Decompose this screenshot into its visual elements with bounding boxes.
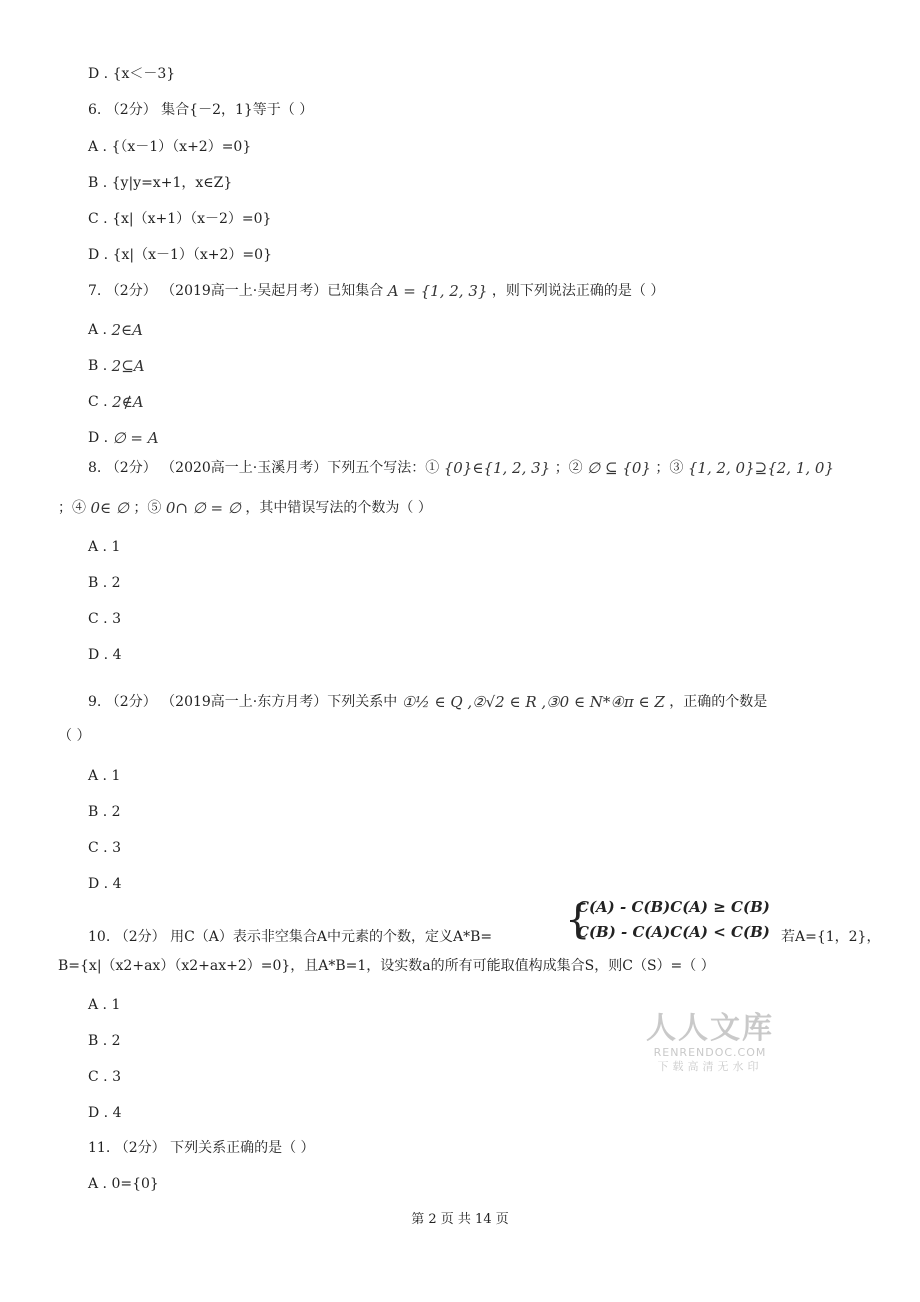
q10-stem-continued: B={x|（x2+ax）（x2+ax+2）=0}，且A*B=1，设实数a的所有可能取值构成集合S，则C（S）=（ ） bbox=[58, 958, 715, 974]
q8-formula-5: 0∩ ∅ = ∅ bbox=[165, 499, 241, 517]
q10-option-b: B . 2 bbox=[88, 1033, 121, 1049]
q9-stem-text: 9. （2分） （2019高一上·东方月考）下列关系中 bbox=[88, 694, 398, 710]
q7-option-c-formula: 2∉A bbox=[112, 393, 144, 411]
q7-option-b-label: B . bbox=[88, 358, 108, 374]
q6-option-c: C . {x|（x+1）（x－2）=0} bbox=[88, 211, 272, 227]
q8-formula-2: ∅ ⊆ {0} bbox=[587, 459, 651, 477]
q8-stem-text: 8. （2分） （2020高一上·玉溪月考）下列五个写法：① bbox=[88, 460, 440, 476]
q7-option-a-label: A . bbox=[88, 322, 108, 338]
q10-stem: 10. （2分） 用C（A）表示非空集合A中元素的个数，定义A*B= bbox=[88, 929, 493, 945]
q7-option-a-formula: 2∈A bbox=[111, 321, 143, 339]
q7-stem bbox=[88, 281, 664, 301]
q8-option-d: D . 4 bbox=[88, 647, 122, 663]
watermark-logo bbox=[640, 1012, 780, 1074]
q10-option-c: C . 3 bbox=[88, 1069, 121, 1085]
q5-option-d: D . {x＜－3} bbox=[88, 66, 176, 82]
watermark-title: 人人文库 bbox=[646, 1011, 774, 1046]
q6-stem: 6. （2分） 集合{－2，1}等于（ ） bbox=[88, 102, 314, 118]
q8-formula-1: {0}∈{1, 2, 3} bbox=[443, 459, 551, 477]
q9-option-c: C . 3 bbox=[88, 840, 121, 856]
watermark-url: RENRENDOC.COM bbox=[653, 1046, 767, 1059]
q7-option-c-label: C . bbox=[88, 394, 108, 410]
q7-stem-tail: ，则下列说法正确的是（ ） bbox=[491, 283, 665, 299]
q7-set-formula: A = {1, 2, 3} bbox=[387, 282, 488, 300]
q10-option-a: A . 1 bbox=[88, 997, 121, 1013]
q8-option-b: B . 2 bbox=[88, 575, 121, 591]
q8-stem-continued bbox=[58, 498, 432, 518]
q9-option-d: D . 4 bbox=[88, 876, 122, 892]
q11-option-a: A . 0={0} bbox=[88, 1176, 159, 1192]
q7-option-d bbox=[88, 428, 159, 448]
q9-formula: ①½ ∈ Q ,②√2 ∈ R ,③0 ∈ N*④π ∈ Z bbox=[401, 693, 665, 711]
q7-option-b-formula: 2⊆A bbox=[111, 357, 145, 375]
q9-option-b: B . 2 bbox=[88, 804, 121, 820]
q10-option-d: D . 4 bbox=[88, 1105, 122, 1121]
q6-option-a: A . {（x－1）（x+2）=0} bbox=[88, 139, 252, 155]
page-footer: 第 2 页 共 14 页 bbox=[411, 1212, 509, 1227]
q7-option-c bbox=[88, 392, 144, 412]
q8-stem bbox=[88, 458, 834, 478]
watermark-slogan: 下载高清无水印 bbox=[657, 1060, 763, 1073]
q9-stem-continued: （ ） bbox=[58, 728, 91, 744]
q8-sep-2: ；② bbox=[554, 460, 583, 476]
q7-option-d-formula: ∅ = A bbox=[112, 429, 159, 447]
q9-stem-tail: ，正确的个数是 bbox=[669, 694, 768, 710]
q10-formula-row-2: C(B) - C(A)C(A) < C(B) bbox=[577, 923, 770, 941]
q6-option-d: D . {x|（x－1）（x+2）=0} bbox=[88, 247, 272, 263]
q6-option-b: B . {y|y=x+1，x∈Z} bbox=[88, 175, 233, 191]
q11-stem: 11. （2分） 下列关系正确的是（ ） bbox=[88, 1140, 315, 1156]
q8-formula-4: 0∈ ∅ bbox=[90, 499, 129, 517]
q9-stem bbox=[88, 692, 767, 712]
q8-option-c: C . 3 bbox=[88, 611, 121, 627]
q10-brace: { bbox=[565, 897, 591, 943]
q9-option-a: A . 1 bbox=[88, 768, 121, 784]
q10-stem-tail: 若A={1，2}， bbox=[781, 929, 881, 945]
q8-sep-4: ；④ bbox=[58, 500, 86, 516]
q8-stem-tail: ，其中错误写法的个数为（ ） bbox=[245, 500, 432, 516]
q7-stem-text: 7. （2分） （2019高一上·吴起月考）已知集合 bbox=[88, 283, 384, 299]
q8-formula-3: {1, 2, 0}⊇{2, 1, 0} bbox=[687, 459, 835, 477]
q7-option-b bbox=[88, 356, 145, 376]
q7-option-d-label: D . bbox=[88, 430, 109, 446]
q8-sep-5: ；⑤ bbox=[133, 500, 162, 516]
q10-formula-row-1: C(A) - C(B)C(A) ≥ C(B) bbox=[577, 898, 770, 916]
q7-option-a bbox=[88, 320, 143, 340]
q8-sep-3: ；③ bbox=[655, 460, 684, 476]
q8-option-a: A . 1 bbox=[88, 539, 121, 555]
